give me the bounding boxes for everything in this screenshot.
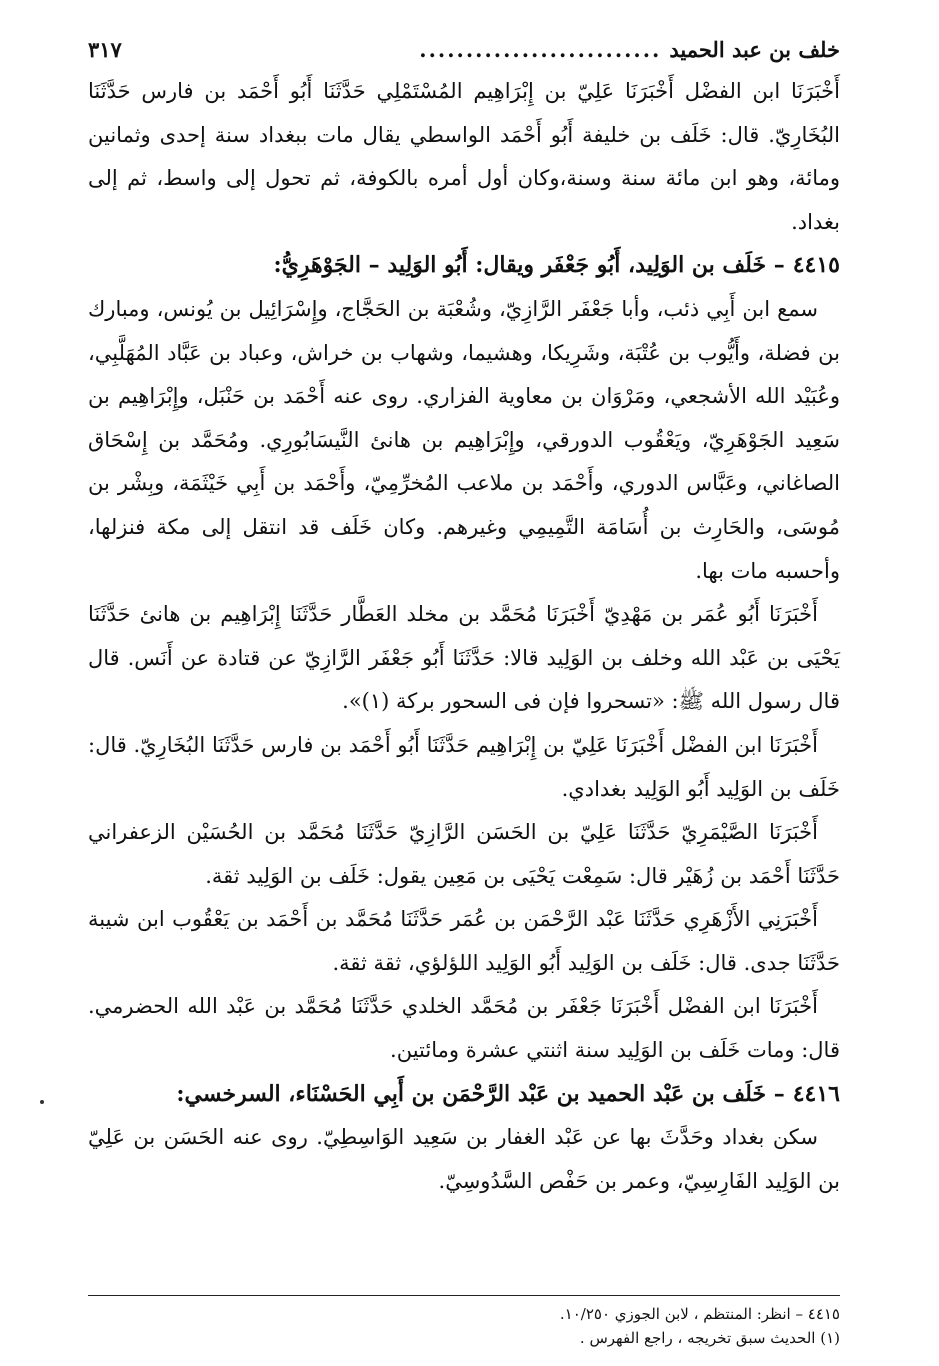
paragraph-6: أَخْبَرَنِي الأَزْهَرِي حَدَّثَنَا عَبْد الرَّحْمَن بن عُمَر حَدَّثَنَا مُحَمَّد بن أَحْمَد بن يَعْقُوب ابن شيبة حَدَّثَنَا جدى. قال: خَلَف بن الوَلِيد أَبُو الوَلِيد اللؤلؤي، ثقة ثقة. (88, 907, 840, 975)
entry-number-4415: ٤٤١٥ (792, 252, 840, 279)
entry-heading-4416 (88, 1073, 840, 1117)
footnote-separator (88, 1295, 840, 1296)
book-page (88, 30, 840, 1347)
entry-title-4415: – خَلَف بن الوَلِيد، أَبُو جَعْفَر ويقال: أَبُو الوَلِيد – الجَوْهَرِيُّ: (273, 252, 785, 279)
footnote-2: (١) الحديث سبق تخريجه ، راجع الفهرس . (579, 1329, 840, 1347)
paragraph-1: أَخْبَرَنَا ابن الفضْل أَخْبَرَنَا عَلِيّ بن إِبْرَاهِيم المُسْتَمْلِي حَدَّثَنَا أَبُو أَحْمَد بن فارس حَدَّثَنَا البُخَارِيّ. قال: خَلَف بن خليفة أَبُو أَحْمَد الواسطي يقال مات ببغداد سنة إحدى وثمانين ومائة، وهو ابن مائة سنة وسنة،وكان أول أمره بالكوفة، ثم تحول إلى واسط، ثم إلى بغداد. (88, 79, 840, 234)
margin-speck (40, 1100, 44, 1104)
paragraph-2: سمع ابن أَبِي ذئب، وأبا جَعْفَر الرَّازِيّ، وشُعْبَة بن الحَجَّاج، وإِسْرَائِيل بن يُونس، ومبارك بن فضلة، وأَيُّوب بن عُتْبَة، وشَرِيكا، وهشيما، وشهاب بن خراش، وعباد بن عَبَّاد المُهَلَّبِي، وعُبَيْد الله الأشجعي، ومَرْوَان بن معاوية الفزاري. روى عنه أَحْمَد بن حَنْبَل، وإِبْرَاهِيم بن سَعِيد الجَوْهَرِيّ، ويَعْقُوب الدورقي، وإِبْرَاهِيم بن هانئ النَّيسَابُورِي. ومُحَمَّد بن إِسْحَاق الصاغاني، وعَبَّاس الدوري، وأَحْمَد بن ملاعب المُخرِّمِيّ، وأَحْمَد بن أَبِي خَيْثَمَة، وبِشْر بن مُوسَى، والحَارِث بن أُسَامَة التَّمِيمِي وغيرهم. وكان خَلَف قد انتقل إلى مكة فنزلها، وأحسبه مات بها. (88, 296, 840, 583)
header-title: خلف بن عبد الحميد (669, 37, 840, 62)
paragraph-3: أَخْبَرَنَا أَبُو عُمَر بن مَهْدِيّ أَخْبَرَنَا مُحَمَّد بن مخلد العَطَّار حَدَّثَنَا إِبْرَاهِيم بن هانئ حَدَّثَنَا يَحْيَى بن عَبْد الله وخلف بن الوَلِيد قالا: حَدَّثَنَا أَبُو جَعْفَر الرَّازِيّ عن قتادة عن أَنَس. قال قال رسول الله ﷺ: «تسحروا فإن فى السحور بركة (١)». (88, 602, 840, 714)
footnote-1: ٤٤١٥ – انظر: المنتظم ، لابن الجوزي ١٠/٢٥٠. (559, 1305, 840, 1323)
entry-number-4416: ٤٤١٦ (792, 1080, 840, 1107)
running-header (88, 30, 840, 70)
paragraph-5: أَخْبَرَنَا الصَّيْمَرِيّ حَدَّثَنَا عَلِيّ بن الحَسَن الرَّازِيّ حَدَّثَنَا مُحَمَّد بن الحُسَيْن الزعفراني حَدَّثَنَا أَحْمَد بن زُهَيْر قال: سَمِعْت يَحْيَى بن مَعِين يقول: خَلَف بن الوَلِيد ثقة. (88, 820, 840, 888)
paragraph-4: أَخْبَرَنَا ابن الفضْل أَخْبَرَنَا عَلِيّ بن إِبْرَاهِيم حَدَّثَنَا أَبُو أَحْمَد بن فارس حَدَّثَنَا البُخَارِيّ. قال: خَلَف بن الوَلِيد أَبُو الوَلِيد بغدادي. (88, 732, 840, 801)
page-number: ٣١٧ (88, 37, 122, 62)
header-dots: .......................... (419, 37, 662, 62)
paragraph-8: سكن بغداد وحَدَّثَ بها عن عَبْد الغفار بن سَعِيد الوَاسِطِيّ. روى عنه الحَسَن بن عَلِيّ بن الوَلِيد الفَارِسِيّ، وعمر بن حَفْص السَّدُوسِيّ. (88, 1125, 840, 1193)
footnotes (88, 1302, 840, 1350)
paragraph-7: أَخْبَرَنَا ابن الفضْل أَخْبَرَنَا جَعْفَر بن مُحَمَّد الخلدي حَدَّثَنَا مُحَمَّد بن عَبْد الله الحضرمي. قال: ومات خَلَف بن الوَلِيد سنة اثنتي عشرة ومائتين. (88, 994, 840, 1063)
entry-heading-4415 (88, 244, 840, 288)
entry-title-4416: – خَلَف بن عَبْد الحميد بن عَبْد الرَّحْمَن بن أَبِي الحَسْنَاء، السرخسي: (176, 1080, 785, 1107)
